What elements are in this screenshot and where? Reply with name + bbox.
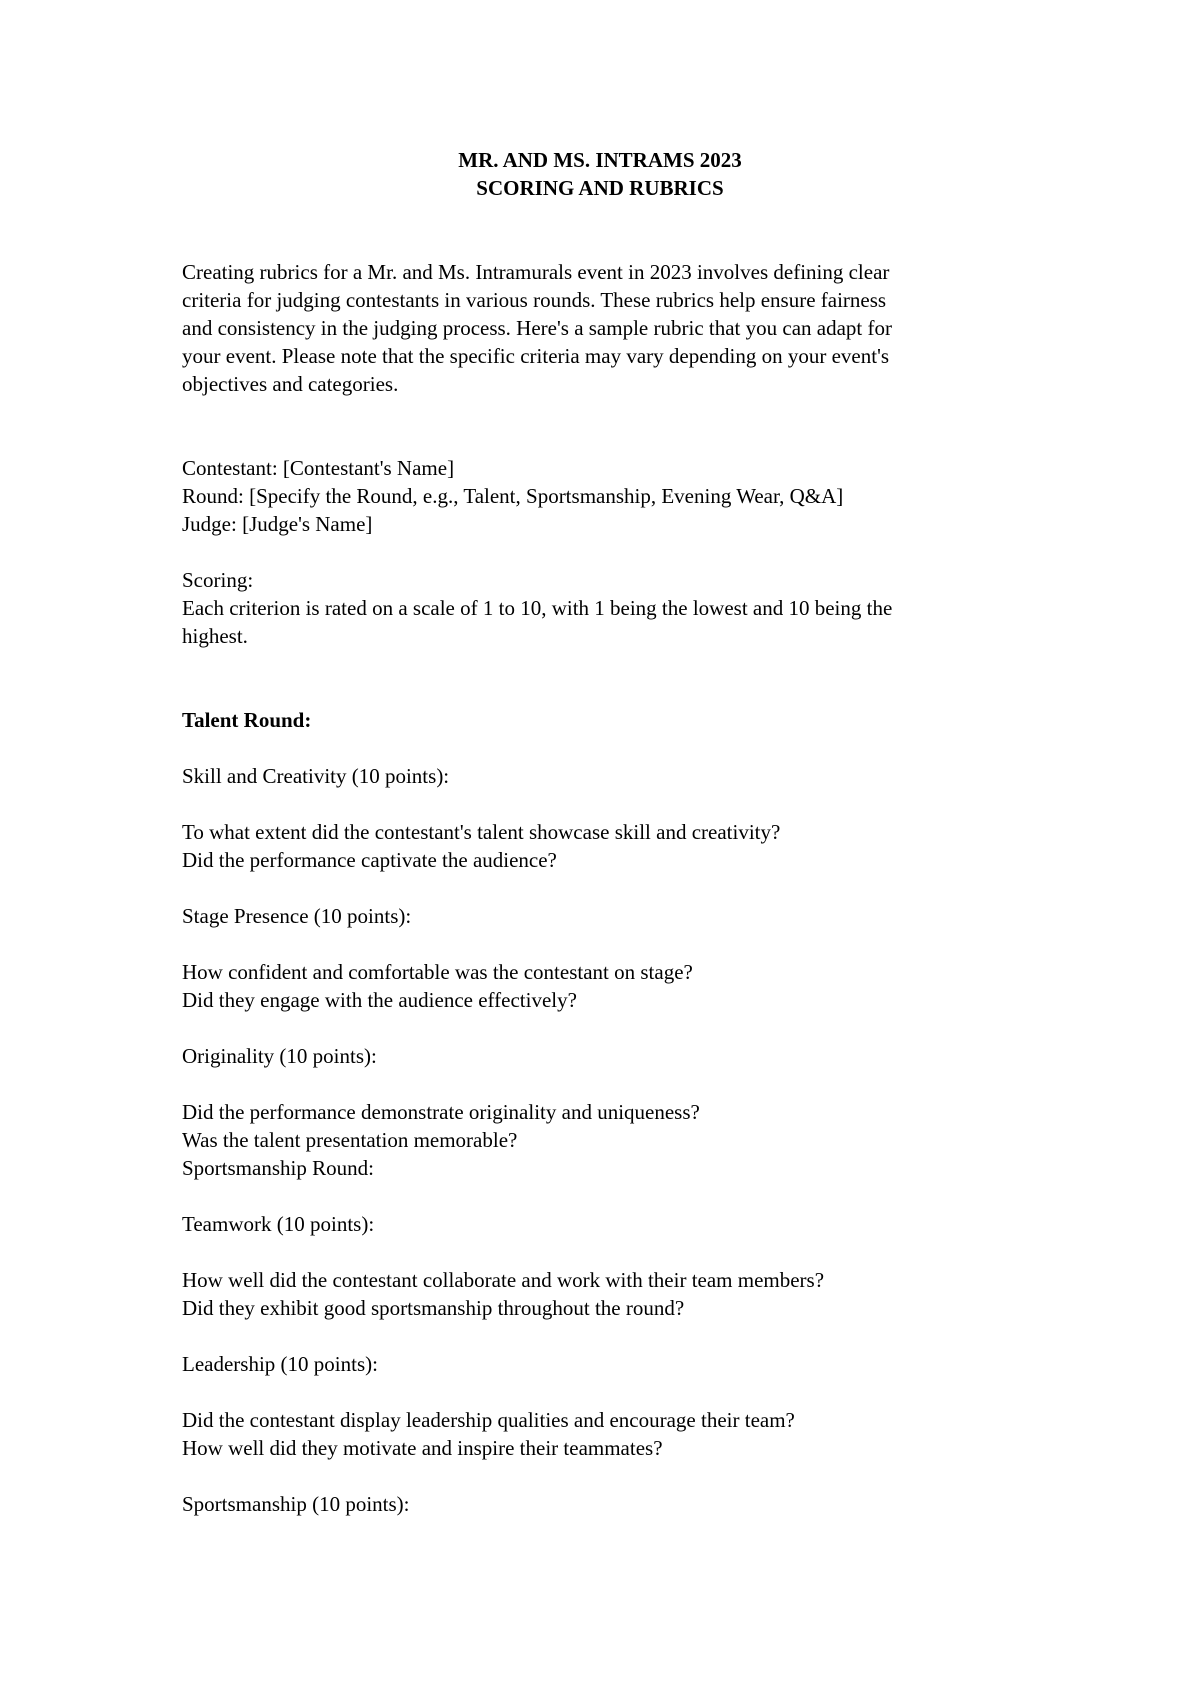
teamwork-question-1: How well did the contestant collaborate and work with their team members? (182, 1268, 825, 1292)
intro-line-5: objectives and categories. (182, 372, 399, 396)
talent-round-heading: Talent Round: (182, 708, 312, 732)
document-subtitle: SCORING AND RUBRICS (476, 176, 724, 200)
originality-heading: Originality (10 points): (182, 1044, 377, 1068)
sportsmanship-round-heading: Sportsmanship Round: (182, 1156, 374, 1180)
stage-question-2: Did they engage with the audience effectively? (182, 988, 577, 1012)
skill-question-1: To what extent did the contestant's talent showcase skill and creativity? (182, 820, 781, 844)
leadership-question-2: How well did they motivate and inspire their teammates? (182, 1436, 663, 1460)
document-title: MR. AND MS. INTRAMS 2023 (458, 148, 742, 172)
leadership-question-1: Did the contestant display leadership qualities and encourage their team? (182, 1408, 795, 1432)
skill-creativity-heading: Skill and Creativity (10 points): (182, 764, 450, 788)
teamwork-question-2: Did they exhibit good sportsmanship throughout the round? (182, 1296, 685, 1320)
sportsmanship-heading: Sportsmanship (10 points): (182, 1492, 410, 1516)
intro-line-4: your event. Please note that the specific criteria may vary depending on your event's (182, 344, 890, 368)
originality-question-1: Did the performance demonstrate originality and uniqueness? (182, 1100, 700, 1124)
contestant-field: Contestant: [Contestant's Name] (182, 456, 455, 480)
scoring-line-1: Each criterion is rated on a scale of 1 to 10, with 1 being the lowest and 10 being the (182, 596, 893, 620)
intro-line-3: and consistency in the judging process. Here's a sample rubric that you can adapt for (182, 316, 892, 340)
scoring-heading: Scoring: (182, 568, 254, 592)
scoring-line-2: highest. (182, 624, 248, 648)
judge-field: Judge: [Judge's Name] (182, 512, 373, 536)
teamwork-heading: Teamwork (10 points): (182, 1212, 375, 1236)
stage-presence-heading: Stage Presence (10 points): (182, 904, 412, 928)
stage-question-1: How confident and comfortable was the contestant on stage? (182, 960, 693, 984)
round-field: Round: [Specify the Round, e.g., Talent, Sportsmanship, Evening Wear, Q&A] (182, 484, 844, 508)
intro-line-1: Creating rubrics for a Mr. and Ms. Intramurals event in 2023 involves defining clear (182, 260, 890, 284)
skill-question-2: Did the performance captivate the audience? (182, 848, 557, 872)
leadership-heading: Leadership (10 points): (182, 1352, 378, 1376)
originality-question-2: Was the talent presentation memorable? (182, 1128, 518, 1152)
intro-line-2: criteria for judging contestants in various rounds. These rubrics help ensure fairness (182, 288, 887, 312)
